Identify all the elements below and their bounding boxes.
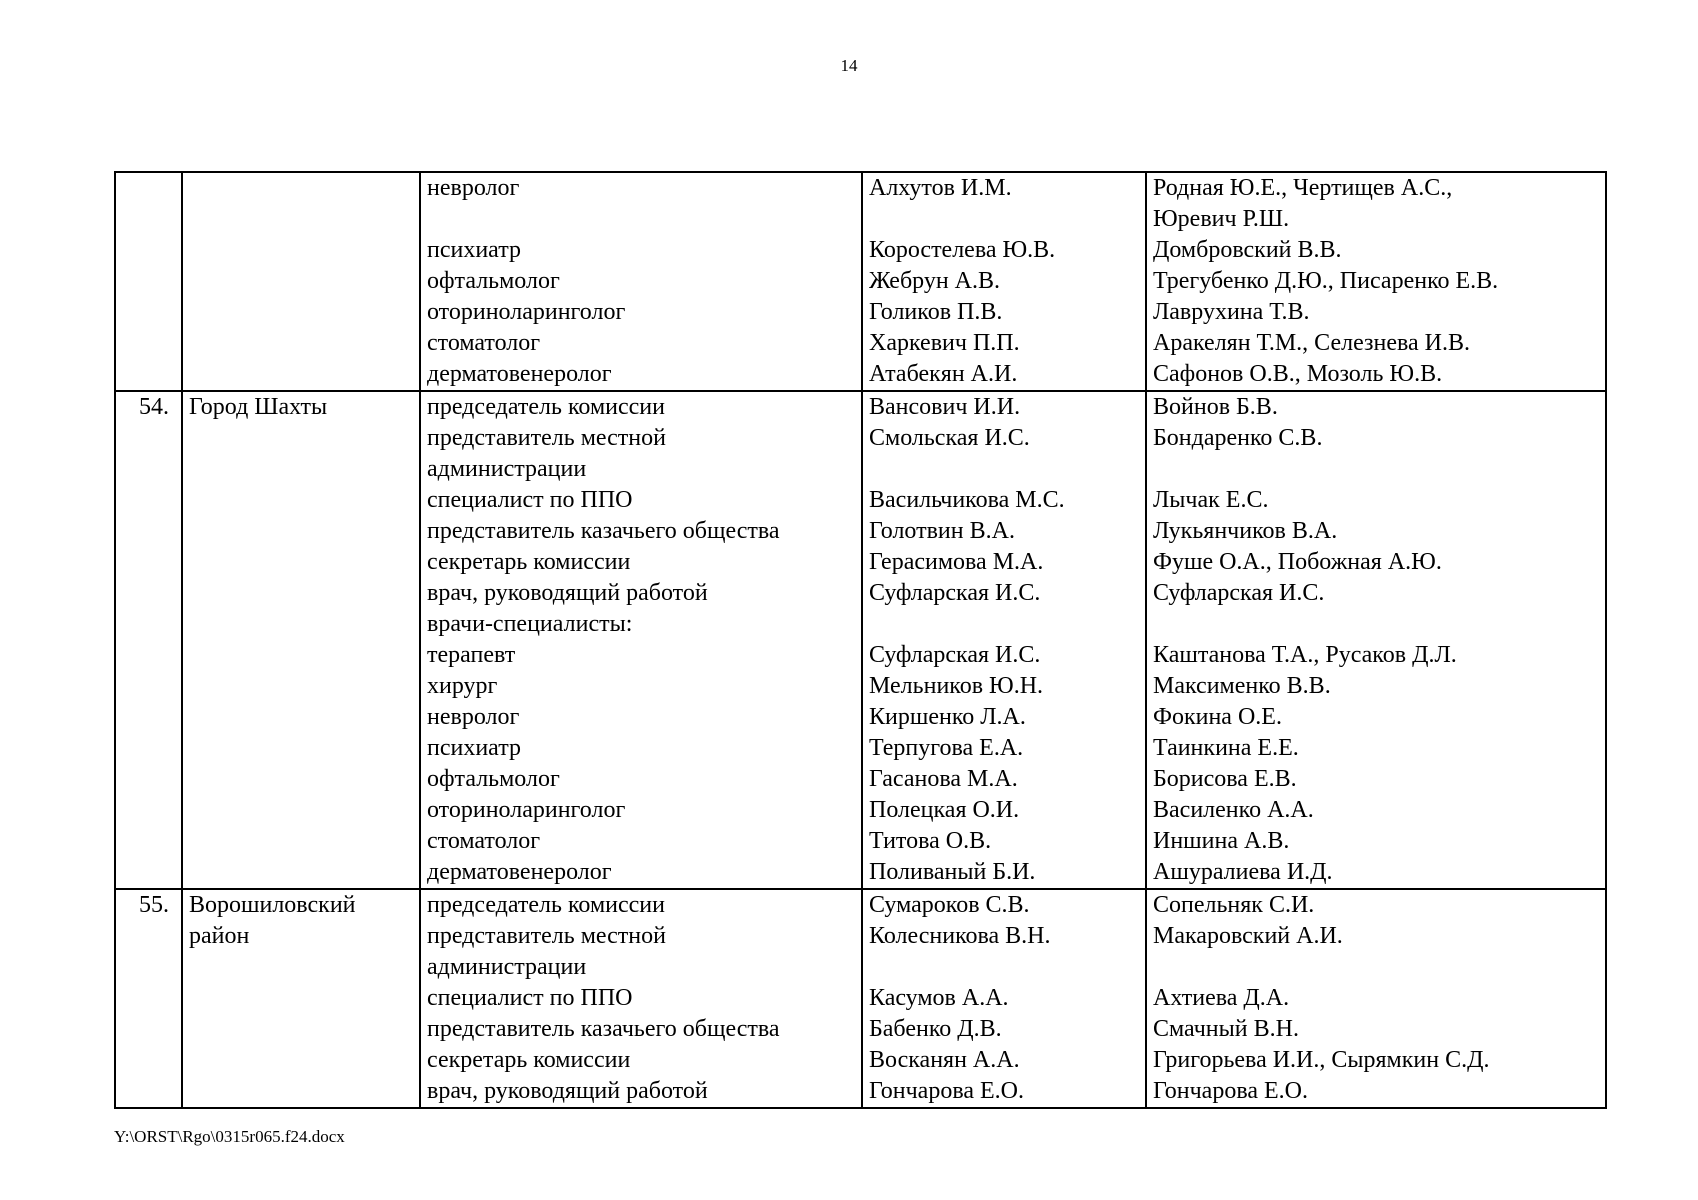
cell-line: район (189, 923, 250, 949)
cell-line: Атабекян А.И. (869, 361, 1018, 387)
cell-line: Смольская И.С. (869, 425, 1030, 451)
cell-line: Алхутов И.М. (869, 175, 1012, 201)
cell-line: Василенко А.А. (1153, 797, 1314, 823)
cell-line: невролог (427, 704, 520, 730)
cell-line: Иншина А.В. (1153, 828, 1290, 854)
cell-line: специалист по ППО (427, 487, 633, 513)
cell-line: Ахтиева Д.А. (1153, 985, 1290, 1011)
cell-line: секретарь комиссии (427, 549, 631, 575)
cell-line: председатель комиссии (427, 394, 665, 420)
cell-line: Герасимова М.А. (869, 549, 1044, 575)
role-cell (420, 889, 862, 1108)
cell-line: Борисова Е.В. (1153, 766, 1297, 792)
cell-line: психиатр (427, 735, 521, 761)
cell-line: Юревич Р.Ш. (1153, 206, 1290, 232)
cell-line: Суфларская И.С. (1153, 580, 1325, 606)
role-cell (420, 391, 862, 889)
cell-line: невролог (427, 175, 520, 201)
cell-line (869, 952, 1139, 983)
cell-line: врач, руководящий работой (427, 1078, 708, 1104)
cell-line: Фуше О.А., Побожная А.Ю. (1153, 549, 1442, 575)
cell-line: представитель местной (427, 425, 666, 451)
cell-line: представитель казачьего общества (427, 518, 780, 544)
cell-line: Терпугова Е.А. (869, 735, 1024, 761)
cell-line: Каштанова Т.А., Русаков Д.Л. (1153, 642, 1457, 668)
table-row (115, 889, 1606, 1108)
cell-line (869, 454, 1139, 485)
cell-line: Фокина О.Е. (1153, 704, 1282, 730)
cell-line (1153, 952, 1599, 983)
reserve-cell (1146, 889, 1606, 1108)
row-number (115, 172, 182, 391)
cell-line: Мельников Ю.Н. (869, 673, 1044, 699)
cell-line: Жебрун А.В. (869, 268, 1001, 294)
cell-line: Восканян А.А. (869, 1047, 1020, 1073)
cell-line: Сумароков С.В. (869, 892, 1030, 918)
cell-line: офтальмолог (427, 766, 560, 792)
member-cell (862, 889, 1146, 1108)
cell-line: Домбровский В.В. (1153, 237, 1342, 263)
cell-line: хирург (427, 673, 498, 699)
page-number: 14 (840, 56, 858, 75)
region-cell (182, 889, 420, 1108)
cell-line: Лычак Е.С. (1153, 487, 1269, 513)
cell-line: стоматолог (427, 330, 541, 356)
cell-line: Войнов Б.В. (1153, 394, 1278, 420)
cell-line: Полецкая О.И. (869, 797, 1020, 823)
cell-line: администрации (427, 954, 587, 980)
cell-line: Лаврухина Т.В. (1153, 299, 1310, 325)
cell-line: Колесникова В.Н. (869, 923, 1051, 949)
reserve-cell (1146, 172, 1606, 391)
cell-line: Васильчикова М.С. (869, 487, 1065, 513)
cell-line: представитель казачьего общества (427, 1016, 780, 1042)
cell-line: Суфларская И.С. (869, 580, 1041, 606)
row-number: 55. (115, 889, 182, 1108)
cell-line (869, 204, 1139, 235)
region-cell (182, 172, 420, 391)
cell-line: Сопельняк С.И. (1153, 892, 1315, 918)
cell-line (869, 609, 1139, 640)
cell-line: Титова О.В. (869, 828, 992, 854)
table-row (115, 172, 1606, 391)
reserve-cell (1146, 391, 1606, 889)
cell-line: Сафонов О.В., Мозоль Ю.В. (1153, 361, 1443, 387)
cell-line: Вансович И.И. (869, 394, 1021, 420)
cell-line: Гончарова Е.О. (869, 1078, 1024, 1104)
cell-line: Бондаренко С.В. (1153, 425, 1323, 451)
cell-line: Голиков П.В. (869, 299, 1003, 325)
cell-line: Голотвин В.А. (869, 518, 1015, 544)
cell-line: администрации (427, 456, 587, 482)
row-number: 54. (115, 391, 182, 889)
cell-line: Бабенко Д.В. (869, 1016, 1002, 1042)
cell-line: Город Шахты (189, 394, 328, 420)
cell-line: Харкевич П.П. (869, 330, 1020, 356)
cell-line: Суфларская И.С. (869, 642, 1041, 668)
cell-line: Поливаный Б.И. (869, 859, 1036, 885)
cell-line: врач, руководящий работой (427, 580, 708, 606)
cell-line: представитель местной (427, 923, 666, 949)
cell-line: Аракелян Т.М., Селезнева И.В. (1153, 330, 1471, 356)
cell-line: стоматолог (427, 828, 541, 854)
cell-line: психиатр (427, 237, 521, 263)
commission-table (114, 171, 1607, 1109)
cell-line: Гончарова Е.О. (1153, 1078, 1308, 1104)
cell-line (1153, 609, 1599, 640)
role-cell (420, 172, 862, 391)
cell-line: Гасанова М.А. (869, 766, 1018, 792)
cell-line: Смачный В.Н. (1153, 1016, 1299, 1042)
cell-line: оториноларинголог (427, 299, 626, 325)
cell-line: секретарь комиссии (427, 1047, 631, 1073)
cell-line: Максименко В.В. (1153, 673, 1331, 699)
cell-line: дерматовенеролог (427, 361, 612, 387)
cell-line: врачи-специалисты: (427, 611, 633, 637)
cell-line: Ашуралиева И.Д. (1153, 859, 1333, 885)
cell-line: оториноларинголог (427, 797, 626, 823)
region-cell (182, 391, 420, 889)
cell-line: Ворошиловский (189, 892, 356, 918)
file-path-footer: Y:\ORST\Rgo\0315r065.f24.docx (114, 1127, 345, 1146)
cell-line: Касумов А.А. (869, 985, 1009, 1011)
cell-line: Лукьянчиков В.А. (1153, 518, 1338, 544)
cell-line: Киршенко Л.А. (869, 704, 1026, 730)
cell-line: председатель комиссии (427, 892, 665, 918)
cell-line: Коростелева Ю.В. (869, 237, 1056, 263)
cell-line: офтальмолог (427, 268, 560, 294)
member-cell (862, 172, 1146, 391)
member-cell (862, 391, 1146, 889)
cell-line: Макаровский А.И. (1153, 923, 1343, 949)
cell-line: Таинкина Е.Е. (1153, 735, 1299, 761)
cell-line: Григорьева И.И., Сырямкин С.Д. (1153, 1047, 1490, 1073)
cell-line: дерматовенеролог (427, 859, 612, 885)
cell-line (1153, 454, 1599, 485)
cell-line: терапевт (427, 642, 516, 668)
cell-line: Трегубенко Д.Ю., Писаренко Е.В. (1153, 268, 1499, 294)
table-row (115, 391, 1606, 889)
cell-line: Родная Ю.Е., Чертищев А.С., (1153, 175, 1453, 201)
cell-line (427, 204, 855, 235)
cell-line: специалист по ППО (427, 985, 633, 1011)
